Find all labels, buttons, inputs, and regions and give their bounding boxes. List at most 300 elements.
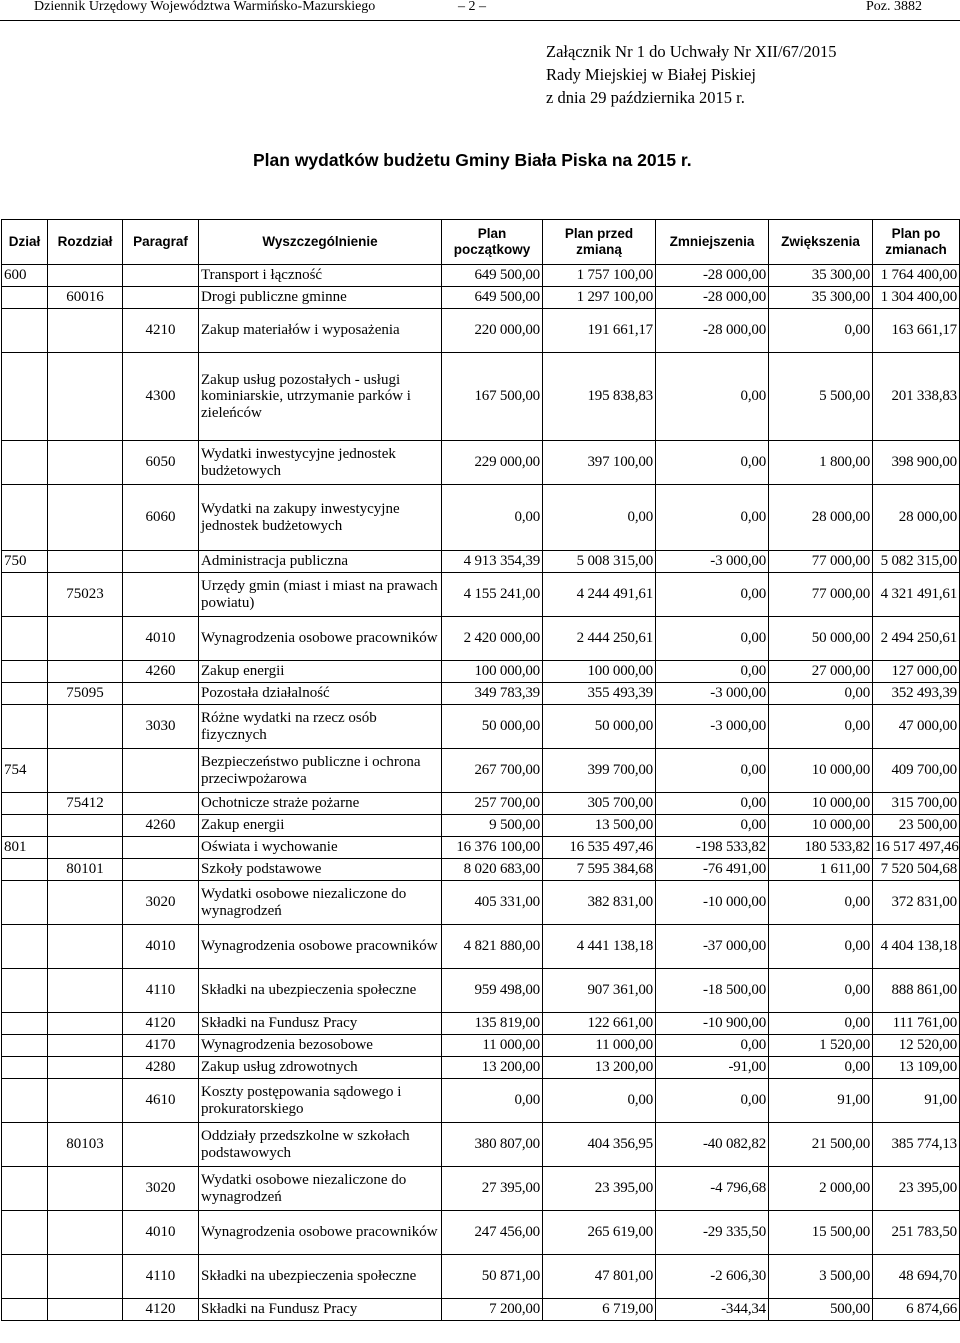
zwiekszenia-cell: 2 000,00 [769, 1167, 873, 1211]
description-cell: Szkoły podstawowe [199, 859, 442, 881]
description-cell: Wydatki na zakupy inwestycyjne jednostek budżetowych [199, 485, 442, 551]
zwiekszenia-cell: 35 300,00 [769, 265, 873, 287]
rozdzial-cell [48, 441, 123, 485]
dzial-cell [2, 1211, 48, 1255]
plan-poczatkowy-cell: 8 020 683,00 [442, 859, 543, 881]
zmniejszenia-cell: -10 900,00 [656, 1013, 769, 1035]
zmniejszenia-cell: -18 500,00 [656, 969, 769, 1013]
plan-po-zmianach-cell: 5 082 315,00 [873, 551, 960, 573]
dzial-cell: 600 [2, 265, 48, 287]
plan-przed-zmiana-cell: 7 595 384,68 [543, 859, 656, 881]
table-row [2, 815, 960, 837]
paragraf-cell: 4610 [123, 1079, 199, 1123]
page-number: – 2 – [458, 0, 486, 14]
plan-poczatkowy-cell: 50 871,00 [442, 1255, 543, 1299]
table-header-row [2, 220, 960, 265]
col-header-paragraf: Paragraf [123, 220, 199, 265]
plan-poczatkowy-cell: 9 500,00 [442, 815, 543, 837]
plan-poczatkowy-cell: 0,00 [442, 485, 543, 551]
table-row [2, 859, 960, 881]
dzial-cell [2, 1079, 48, 1123]
rozdzial-cell [48, 969, 123, 1013]
plan-poczatkowy-cell: 229 000,00 [442, 441, 543, 485]
zwiekszenia-cell: 77 000,00 [769, 551, 873, 573]
plan-po-zmianach-cell: 409 700,00 [873, 749, 960, 793]
paragraf-cell: 3020 [123, 881, 199, 925]
dzial-cell [2, 287, 48, 309]
plan-po-zmianach-cell: 48 694,70 [873, 1255, 960, 1299]
plan-po-zmianach-cell: 1 304 400,00 [873, 287, 960, 309]
zwiekszenia-cell: 0,00 [769, 1057, 873, 1079]
zwiekszenia-cell: 1 520,00 [769, 1035, 873, 1057]
table-row [2, 705, 960, 749]
zmniejszenia-cell: 0,00 [656, 815, 769, 837]
plan-przed-zmiana-cell: 11 000,00 [543, 1035, 656, 1057]
plan-przed-zmiana-cell: 47 801,00 [543, 1255, 656, 1299]
table-row [2, 1057, 960, 1079]
rozdzial-cell [48, 617, 123, 661]
table-row [2, 485, 960, 551]
plan-poczatkowy-cell: 50 000,00 [442, 705, 543, 749]
paragraf-cell [123, 265, 199, 287]
rozdzial-cell: 80101 [48, 859, 123, 881]
plan-przed-zmiana-cell: 5 008 315,00 [543, 551, 656, 573]
paragraf-cell: 4010 [123, 925, 199, 969]
plan-przed-zmiana-cell: 1 297 100,00 [543, 287, 656, 309]
plan-po-zmianach-cell: 163 661,17 [873, 309, 960, 353]
zmniejszenia-cell: -28 000,00 [656, 287, 769, 309]
paragraf-cell [123, 573, 199, 617]
dzial-cell [2, 1167, 48, 1211]
zmniejszenia-cell: 0,00 [656, 793, 769, 815]
table-row [2, 309, 960, 353]
table-row [2, 661, 960, 683]
dzial-cell [2, 353, 48, 441]
description-cell: Składki na Fundusz Pracy [199, 1013, 442, 1035]
plan-przed-zmiana-cell: 265 619,00 [543, 1211, 656, 1255]
description-cell: Składki na ubezpieczenia społeczne [199, 969, 442, 1013]
table-row [2, 551, 960, 573]
rozdzial-cell [48, 749, 123, 793]
plan-poczatkowy-cell: 405 331,00 [442, 881, 543, 925]
plan-przed-zmiana-cell: 100 000,00 [543, 661, 656, 683]
plan-poczatkowy-cell: 13 200,00 [442, 1057, 543, 1079]
dzial-cell [2, 309, 48, 353]
plan-poczatkowy-cell: 4 155 241,00 [442, 573, 543, 617]
zmniejszenia-cell: -28 000,00 [656, 309, 769, 353]
dzial-cell [2, 793, 48, 815]
description-cell: Administracja publiczna [199, 551, 442, 573]
zwiekszenia-cell: 1 800,00 [769, 441, 873, 485]
paragraf-cell [123, 837, 199, 859]
paragraf-cell [123, 683, 199, 705]
dzial-cell [2, 969, 48, 1013]
zwiekszenia-cell: 0,00 [769, 1013, 873, 1035]
col-header-zmniejszenia: Zmniejszenia [656, 220, 769, 265]
paragraf-cell [123, 859, 199, 881]
plan-po-zmianach-cell: 12 520,00 [873, 1035, 960, 1057]
attachment-line-3: z dnia 29 października 2015 r. [546, 88, 745, 107]
plan-przed-zmiana-cell: 23 395,00 [543, 1167, 656, 1211]
description-cell: Ochotnicze straże pożarne [199, 793, 442, 815]
plan-poczatkowy-cell: 247 456,00 [442, 1211, 543, 1255]
table-row [2, 573, 960, 617]
col-header-plan-po-zmianach: Plan po zmianach [873, 220, 960, 265]
paragraf-cell: 4170 [123, 1035, 199, 1057]
description-cell: Różne wydatki na rzecz osób fizycznych [199, 705, 442, 749]
zwiekszenia-cell: 27 000,00 [769, 661, 873, 683]
plan-przed-zmiana-cell: 6 719,00 [543, 1299, 656, 1321]
plan-poczatkowy-cell: 16 376 100,00 [442, 837, 543, 859]
dzial-cell: 750 [2, 551, 48, 573]
paragraf-cell: 4260 [123, 815, 199, 837]
dzial-cell [2, 881, 48, 925]
plan-po-zmianach-cell: 385 774,13 [873, 1123, 960, 1167]
table-row [2, 1167, 960, 1211]
zwiekszenia-cell: 0,00 [769, 969, 873, 1013]
plan-przed-zmiana-cell: 404 356,95 [543, 1123, 656, 1167]
rozdzial-cell [48, 353, 123, 441]
rozdzial-cell: 75095 [48, 683, 123, 705]
dzial-cell [2, 573, 48, 617]
rozdzial-cell [48, 1167, 123, 1211]
plan-przed-zmiana-cell: 355 493,39 [543, 683, 656, 705]
plan-po-zmianach-cell: 16 517 497,46 [873, 837, 960, 859]
paragraf-cell: 6050 [123, 441, 199, 485]
paragraf-cell: 4210 [123, 309, 199, 353]
plan-po-zmianach-cell: 13 109,00 [873, 1057, 960, 1079]
description-cell: Bezpieczeństwo publiczne i ochrona przeciwpożarowa [199, 749, 442, 793]
table-row [2, 1079, 960, 1123]
rozdzial-cell [48, 661, 123, 683]
zmniejszenia-cell: 0,00 [656, 353, 769, 441]
paragraf-cell [123, 1123, 199, 1167]
rozdzial-cell [48, 881, 123, 925]
zmniejszenia-cell: -3 000,00 [656, 683, 769, 705]
dzial-cell [2, 705, 48, 749]
description-cell: Wynagrodzenia osobowe pracowników [199, 1211, 442, 1255]
table-row [2, 1211, 960, 1255]
description-cell: Pozostała działalność [199, 683, 442, 705]
rozdzial-cell [48, 815, 123, 837]
rozdzial-cell: 60016 [48, 287, 123, 309]
paragraf-cell: 4120 [123, 1299, 199, 1321]
col-header-zwiekszenia: Zwiększenia [769, 220, 873, 265]
dzial-cell: 754 [2, 749, 48, 793]
plan-po-zmianach-cell: 4 321 491,61 [873, 573, 960, 617]
plan-poczatkowy-cell: 4 913 354,39 [442, 551, 543, 573]
plan-poczatkowy-cell: 220 000,00 [442, 309, 543, 353]
plan-poczatkowy-cell: 100 000,00 [442, 661, 543, 683]
plan-przed-zmiana-cell: 0,00 [543, 485, 656, 551]
zmniejszenia-cell: -40 082,82 [656, 1123, 769, 1167]
dzial-cell [2, 661, 48, 683]
dzial-cell [2, 1057, 48, 1079]
plan-przed-zmiana-cell: 399 700,00 [543, 749, 656, 793]
plan-poczatkowy-cell: 257 700,00 [442, 793, 543, 815]
description-cell: Koszty postępowania sądowego i prokuratorskiego [199, 1079, 442, 1123]
dzial-cell [2, 1299, 48, 1321]
description-cell: Zakup energii [199, 815, 442, 837]
plan-po-zmianach-cell: 91,00 [873, 1079, 960, 1123]
document-title: Plan wydatków budżetu Gminy Biała Piska na 2015 r. [253, 150, 692, 170]
plan-przed-zmiana-cell: 397 100,00 [543, 441, 656, 485]
paragraf-cell: 4300 [123, 353, 199, 441]
description-cell: Składki na Fundusz Pracy [199, 1299, 442, 1321]
rozdzial-cell [48, 1299, 123, 1321]
plan-po-zmianach-cell: 47 000,00 [873, 705, 960, 749]
description-cell: Zakup materiałów i wyposażenia [199, 309, 442, 353]
col-header-dzial: Dział [2, 220, 48, 265]
description-cell: Transport i łączność [199, 265, 442, 287]
dzial-cell [2, 859, 48, 881]
paragraf-cell: 3020 [123, 1167, 199, 1211]
plan-po-zmianach-cell: 6 874,66 [873, 1299, 960, 1321]
zmniejszenia-cell: 0,00 [656, 617, 769, 661]
rozdzial-cell [48, 705, 123, 749]
dzial-cell [2, 1123, 48, 1167]
zmniejszenia-cell: 0,00 [656, 485, 769, 551]
description-cell: Oświata i wychowanie [199, 837, 442, 859]
description-cell: Drogi publiczne gminne [199, 287, 442, 309]
description-cell: Oddziały przedszkolne w szkołach podstawowych [199, 1123, 442, 1167]
rozdzial-cell [48, 1057, 123, 1079]
zmniejszenia-cell: 0,00 [656, 441, 769, 485]
zmniejszenia-cell: -3 000,00 [656, 551, 769, 573]
table-row [2, 441, 960, 485]
plan-po-zmianach-cell: 201 338,83 [873, 353, 960, 441]
description-cell: Zakup usług pozostałych - usługi kominiarskie, utrzymanie parków i zieleńców [199, 353, 442, 441]
attachment-block [546, 40, 837, 109]
plan-poczatkowy-cell: 11 000,00 [442, 1035, 543, 1057]
plan-przed-zmiana-cell: 191 661,17 [543, 309, 656, 353]
col-header-plan-przed-zmiana: Plan przed zmianą [543, 220, 656, 265]
plan-po-zmianach-cell: 1 764 400,00 [873, 265, 960, 287]
plan-przed-zmiana-cell: 13 500,00 [543, 815, 656, 837]
zmniejszenia-cell: 0,00 [656, 749, 769, 793]
zwiekszenia-cell: 0,00 [769, 683, 873, 705]
table-row [2, 969, 960, 1013]
plan-po-zmianach-cell: 2 494 250,61 [873, 617, 960, 661]
zwiekszenia-cell: 21 500,00 [769, 1123, 873, 1167]
plan-poczatkowy-cell: 4 821 880,00 [442, 925, 543, 969]
zwiekszenia-cell: 180 533,82 [769, 837, 873, 859]
paragraf-cell: 3030 [123, 705, 199, 749]
zwiekszenia-cell: 35 300,00 [769, 287, 873, 309]
plan-po-zmianach-cell: 23 395,00 [873, 1167, 960, 1211]
col-header-wyszczegolnienie: Wyszczególnienie [199, 220, 442, 265]
table-row [2, 1123, 960, 1167]
description-cell: Urzędy gmin (miast i miast na prawach powiatu) [199, 573, 442, 617]
plan-poczatkowy-cell: 167 500,00 [442, 353, 543, 441]
plan-przed-zmiana-cell: 305 700,00 [543, 793, 656, 815]
dzial-cell [2, 441, 48, 485]
plan-przed-zmiana-cell: 907 361,00 [543, 969, 656, 1013]
plan-przed-zmiana-cell: 4 441 138,18 [543, 925, 656, 969]
plan-przed-zmiana-cell: 2 444 250,61 [543, 617, 656, 661]
zwiekszenia-cell: 10 000,00 [769, 815, 873, 837]
plan-po-zmianach-cell: 251 783,50 [873, 1211, 960, 1255]
plan-po-zmianach-cell: 352 493,39 [873, 683, 960, 705]
zwiekszenia-cell: 500,00 [769, 1299, 873, 1321]
paragraf-cell [123, 793, 199, 815]
paragraf-cell: 4110 [123, 1255, 199, 1299]
paragraf-cell: 4280 [123, 1057, 199, 1079]
table-row [2, 1299, 960, 1321]
table-row [2, 1255, 960, 1299]
rozdzial-cell [48, 1211, 123, 1255]
zwiekszenia-cell: 91,00 [769, 1079, 873, 1123]
plan-poczatkowy-cell: 135 819,00 [442, 1013, 543, 1035]
zmniejszenia-cell: -344,34 [656, 1299, 769, 1321]
description-cell: Wydatki osobowe niezaliczone do wynagrodzeń [199, 1167, 442, 1211]
zmniejszenia-cell: -10 000,00 [656, 881, 769, 925]
plan-po-zmianach-cell: 28 000,00 [873, 485, 960, 551]
plan-przed-zmiana-cell: 0,00 [543, 1079, 656, 1123]
zwiekszenia-cell: 28 000,00 [769, 485, 873, 551]
description-cell: Zakup energii [199, 661, 442, 683]
plan-przed-zmiana-cell: 195 838,83 [543, 353, 656, 441]
table-row [2, 837, 960, 859]
zmniejszenia-cell: -91,00 [656, 1057, 769, 1079]
plan-poczatkowy-cell: 2 420 000,00 [442, 617, 543, 661]
zmniejszenia-cell: 0,00 [656, 573, 769, 617]
table-row [2, 1013, 960, 1035]
zwiekszenia-cell: 0,00 [769, 881, 873, 925]
description-cell: Wydatki osobowe niezaliczone do wynagrodzeń [199, 881, 442, 925]
zmniejszenia-cell: 0,00 [656, 661, 769, 683]
rozdzial-cell [48, 1079, 123, 1123]
rozdzial-cell: 80103 [48, 1123, 123, 1167]
col-header-plan-poczatkowy: Plan początkowy [442, 220, 543, 265]
table-row [2, 683, 960, 705]
plan-przed-zmiana-cell: 13 200,00 [543, 1057, 656, 1079]
table-row [2, 793, 960, 815]
table-row [2, 749, 960, 793]
position-number: Poz. 3882 [866, 0, 922, 14]
plan-przed-zmiana-cell: 122 661,00 [543, 1013, 656, 1035]
plan-poczatkowy-cell: 349 783,39 [442, 683, 543, 705]
plan-po-zmianach-cell: 111 761,00 [873, 1013, 960, 1035]
description-cell: Zakup usług zdrowotnych [199, 1057, 442, 1079]
zwiekszenia-cell: 5 500,00 [769, 353, 873, 441]
rozdzial-cell [48, 309, 123, 353]
plan-poczatkowy-cell: 649 500,00 [442, 287, 543, 309]
zwiekszenia-cell: 0,00 [769, 309, 873, 353]
description-cell: Wydatki inwestycyjne jednostek budżetowych [199, 441, 442, 485]
rozdzial-cell [48, 265, 123, 287]
dzial-cell [2, 1035, 48, 1057]
dzial-cell: 801 [2, 837, 48, 859]
plan-przed-zmiana-cell: 4 244 491,61 [543, 573, 656, 617]
paragraf-cell: 4010 [123, 1211, 199, 1255]
plan-poczatkowy-cell: 380 807,00 [442, 1123, 543, 1167]
dzial-cell [2, 485, 48, 551]
rozdzial-cell [48, 485, 123, 551]
description-cell: Wynagrodzenia osobowe pracowników [199, 925, 442, 969]
description-cell: Składki na ubezpieczenia społeczne [199, 1255, 442, 1299]
paragraf-cell: 4120 [123, 1013, 199, 1035]
rozdzial-cell [48, 1035, 123, 1057]
paragraf-cell: 4010 [123, 617, 199, 661]
plan-poczatkowy-cell: 7 200,00 [442, 1299, 543, 1321]
rozdzial-cell [48, 1255, 123, 1299]
zwiekszenia-cell: 10 000,00 [769, 749, 873, 793]
zmniejszenia-cell: -4 796,68 [656, 1167, 769, 1211]
zwiekszenia-cell: 3 500,00 [769, 1255, 873, 1299]
rozdzial-cell [48, 925, 123, 969]
description-cell: Wynagrodzenia bezosobowe [199, 1035, 442, 1057]
table-row [2, 925, 960, 969]
plan-przed-zmiana-cell: 382 831,00 [543, 881, 656, 925]
dzial-cell [2, 617, 48, 661]
zmniejszenia-cell: -3 000,00 [656, 705, 769, 749]
plan-po-zmianach-cell: 23 500,00 [873, 815, 960, 837]
table-body [2, 265, 960, 1321]
attachment-line-1: Załącznik Nr 1 do Uchwały Nr XII/67/2015 [546, 42, 837, 61]
table-row [2, 353, 960, 441]
table-row [2, 265, 960, 287]
table-row [2, 617, 960, 661]
plan-po-zmianach-cell: 7 520 504,68 [873, 859, 960, 881]
plan-poczatkowy-cell: 267 700,00 [442, 749, 543, 793]
zmniejszenia-cell: -28 000,00 [656, 265, 769, 287]
zmniejszenia-cell: -76 491,00 [656, 859, 769, 881]
journal-name: Dziennik Urzędowy Województwa Warmińsko-Mazurskiego [34, 0, 376, 14]
paragraf-cell: 6060 [123, 485, 199, 551]
zmniejszenia-cell: 0,00 [656, 1079, 769, 1123]
zmniejszenia-cell: -2 606,30 [656, 1255, 769, 1299]
plan-przed-zmiana-cell: 50 000,00 [543, 705, 656, 749]
plan-po-zmianach-cell: 4 404 138,18 [873, 925, 960, 969]
rozdzial-cell: 75023 [48, 573, 123, 617]
plan-po-zmianach-cell: 888 861,00 [873, 969, 960, 1013]
dzial-cell [2, 1255, 48, 1299]
attachment-line-2: Rady Miejskiej w Białej Piskiej [546, 65, 756, 84]
plan-przed-zmiana-cell: 1 757 100,00 [543, 265, 656, 287]
rozdzial-cell [48, 551, 123, 573]
plan-po-zmianach-cell: 372 831,00 [873, 881, 960, 925]
plan-poczatkowy-cell: 649 500,00 [442, 265, 543, 287]
paragraf-cell [123, 287, 199, 309]
rozdzial-cell: 75412 [48, 793, 123, 815]
expenditure-table [1, 219, 960, 1321]
zwiekszenia-cell: 0,00 [769, 925, 873, 969]
plan-po-zmianach-cell: 398 900,00 [873, 441, 960, 485]
paragraf-cell [123, 551, 199, 573]
zmniejszenia-cell: 0,00 [656, 1035, 769, 1057]
table-row [2, 881, 960, 925]
dzial-cell [2, 1013, 48, 1035]
page-header [0, 0, 960, 21]
zwiekszenia-cell: 10 000,00 [769, 793, 873, 815]
zwiekszenia-cell: 0,00 [769, 705, 873, 749]
dzial-cell [2, 683, 48, 705]
table-row [2, 287, 960, 309]
plan-przed-zmiana-cell: 16 535 497,46 [543, 837, 656, 859]
dzial-cell [2, 925, 48, 969]
table-row [2, 1035, 960, 1057]
plan-poczatkowy-cell: 959 498,00 [442, 969, 543, 1013]
description-cell: Wynagrodzenia osobowe pracowników [199, 617, 442, 661]
plan-po-zmianach-cell: 315 700,00 [873, 793, 960, 815]
zwiekszenia-cell: 15 500,00 [769, 1211, 873, 1255]
dzial-cell [2, 815, 48, 837]
zwiekszenia-cell: 77 000,00 [769, 573, 873, 617]
paragraf-cell: 4260 [123, 661, 199, 683]
col-header-rozdzial: Rozdział [48, 220, 123, 265]
zmniejszenia-cell: -29 335,50 [656, 1211, 769, 1255]
